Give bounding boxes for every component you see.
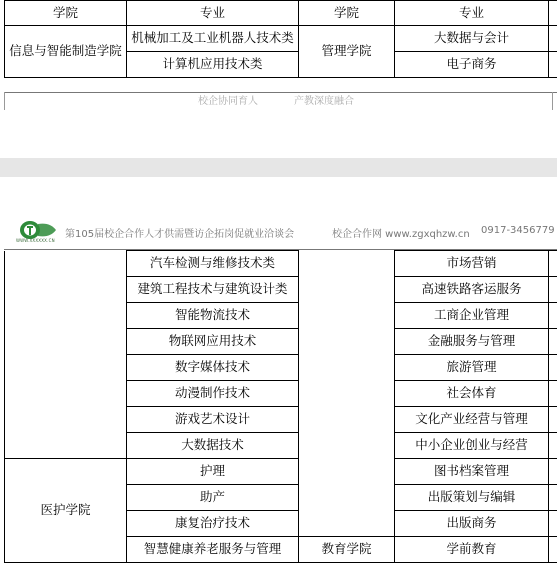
major-cell: 电子商务 xyxy=(395,52,549,78)
major-cell: 学前教育 xyxy=(395,537,549,563)
major-cell: 金融服务与管理 xyxy=(395,329,549,355)
footer-slogan: 产教深度融合 xyxy=(294,96,354,107)
table-edge-cell xyxy=(549,355,557,381)
table-edge-cell xyxy=(549,329,557,355)
major-cell: 汽车检测与维修技术类 xyxy=(127,251,299,277)
major-cell: 图书档案管理 xyxy=(395,459,549,485)
major-cell: 社会体育 xyxy=(395,381,549,407)
major-cell: 旅游管理 xyxy=(395,355,549,381)
major-cell: 大数据技术 xyxy=(127,433,299,459)
footer-rule xyxy=(4,92,557,93)
table-edge-cell xyxy=(549,381,557,407)
major-cell: 护理 xyxy=(127,459,299,485)
header-college: 学院 xyxy=(299,1,395,26)
table-edge-cell xyxy=(549,52,557,78)
major-cell: 机械加工及工业机器人技术类 xyxy=(127,26,299,52)
table-edge-cell xyxy=(549,26,557,52)
major-cell: 数字媒体技术 xyxy=(127,355,299,381)
major-cell: 助产 xyxy=(127,485,299,511)
college-cell: 教育学院 xyxy=(299,537,395,563)
major-cell: 智能物流技术 xyxy=(127,303,299,329)
table-edge-cell xyxy=(549,1,557,26)
major-cell: 高速铁路客运服务 xyxy=(395,277,549,303)
table-edge-cell xyxy=(549,537,557,563)
table-row xyxy=(5,26,557,52)
major-cell: 康复治疗技术 xyxy=(127,511,299,537)
majors-table-top xyxy=(4,0,557,78)
page-header xyxy=(0,215,557,249)
college-cell: 医护学院 xyxy=(5,459,127,563)
logo-caption: WWW.XXXXXX.CN xyxy=(16,238,55,243)
major-cell: 物联网应用技术 xyxy=(127,329,299,355)
table-header-row xyxy=(5,1,557,26)
table-edge-cell xyxy=(549,433,557,459)
major-cell: 计算机应用技术类 xyxy=(127,52,299,78)
major-cell: 游戏艺术设计 xyxy=(127,407,299,433)
college-cell: 管理学院 xyxy=(299,26,395,78)
majors-table-bottom xyxy=(4,250,557,563)
header-college: 学院 xyxy=(5,1,127,26)
major-cell: 动漫制作技术 xyxy=(127,381,299,407)
footer-corner-mark xyxy=(552,92,553,110)
table-edge-cell xyxy=(549,277,557,303)
header-major: 专业 xyxy=(395,1,549,26)
page-footer xyxy=(0,92,557,110)
footer-corner-mark xyxy=(4,92,5,110)
major-cell: 市场营销 xyxy=(395,251,549,277)
table-edge-cell xyxy=(549,511,557,537)
table-edge-cell xyxy=(549,251,557,277)
college-cell-continued xyxy=(5,251,127,459)
header-major: 专业 xyxy=(127,1,299,26)
table-edge-cell xyxy=(549,459,557,485)
major-cell: 文化产业经营与管理 xyxy=(395,407,549,433)
footer-slogan: 校企协同育人 xyxy=(198,96,258,107)
table-edge-cell xyxy=(549,407,557,433)
header-phone: 0917-3456779 xyxy=(481,225,555,236)
college-cell: 信息与智能制造学院 xyxy=(5,26,127,78)
table-edge-cell xyxy=(549,303,557,329)
college-cell-continued xyxy=(299,251,395,537)
school-logo-icon xyxy=(18,220,58,240)
major-cell: 中小企业创业与经营 xyxy=(395,433,549,459)
page-break xyxy=(0,158,557,177)
header-title: 第105届校企合作人才供需暨访企拓岗促就业洽谈会 xyxy=(65,229,295,240)
header-website: 校企合作网 www.zgxqhzw.cn xyxy=(332,229,470,240)
major-cell: 大数据与会计 xyxy=(395,26,549,52)
table-row xyxy=(5,251,557,277)
table-row xyxy=(5,459,557,485)
major-cell: 出版商务 xyxy=(395,511,549,537)
major-cell: 建筑工程技术与建筑设计类 xyxy=(127,277,299,303)
major-cell: 工商企业管理 xyxy=(395,303,549,329)
major-cell: 出版策划与编辑 xyxy=(395,485,549,511)
major-cell: 智慧健康养老服务与管理 xyxy=(127,537,299,563)
table-edge-cell xyxy=(549,485,557,511)
